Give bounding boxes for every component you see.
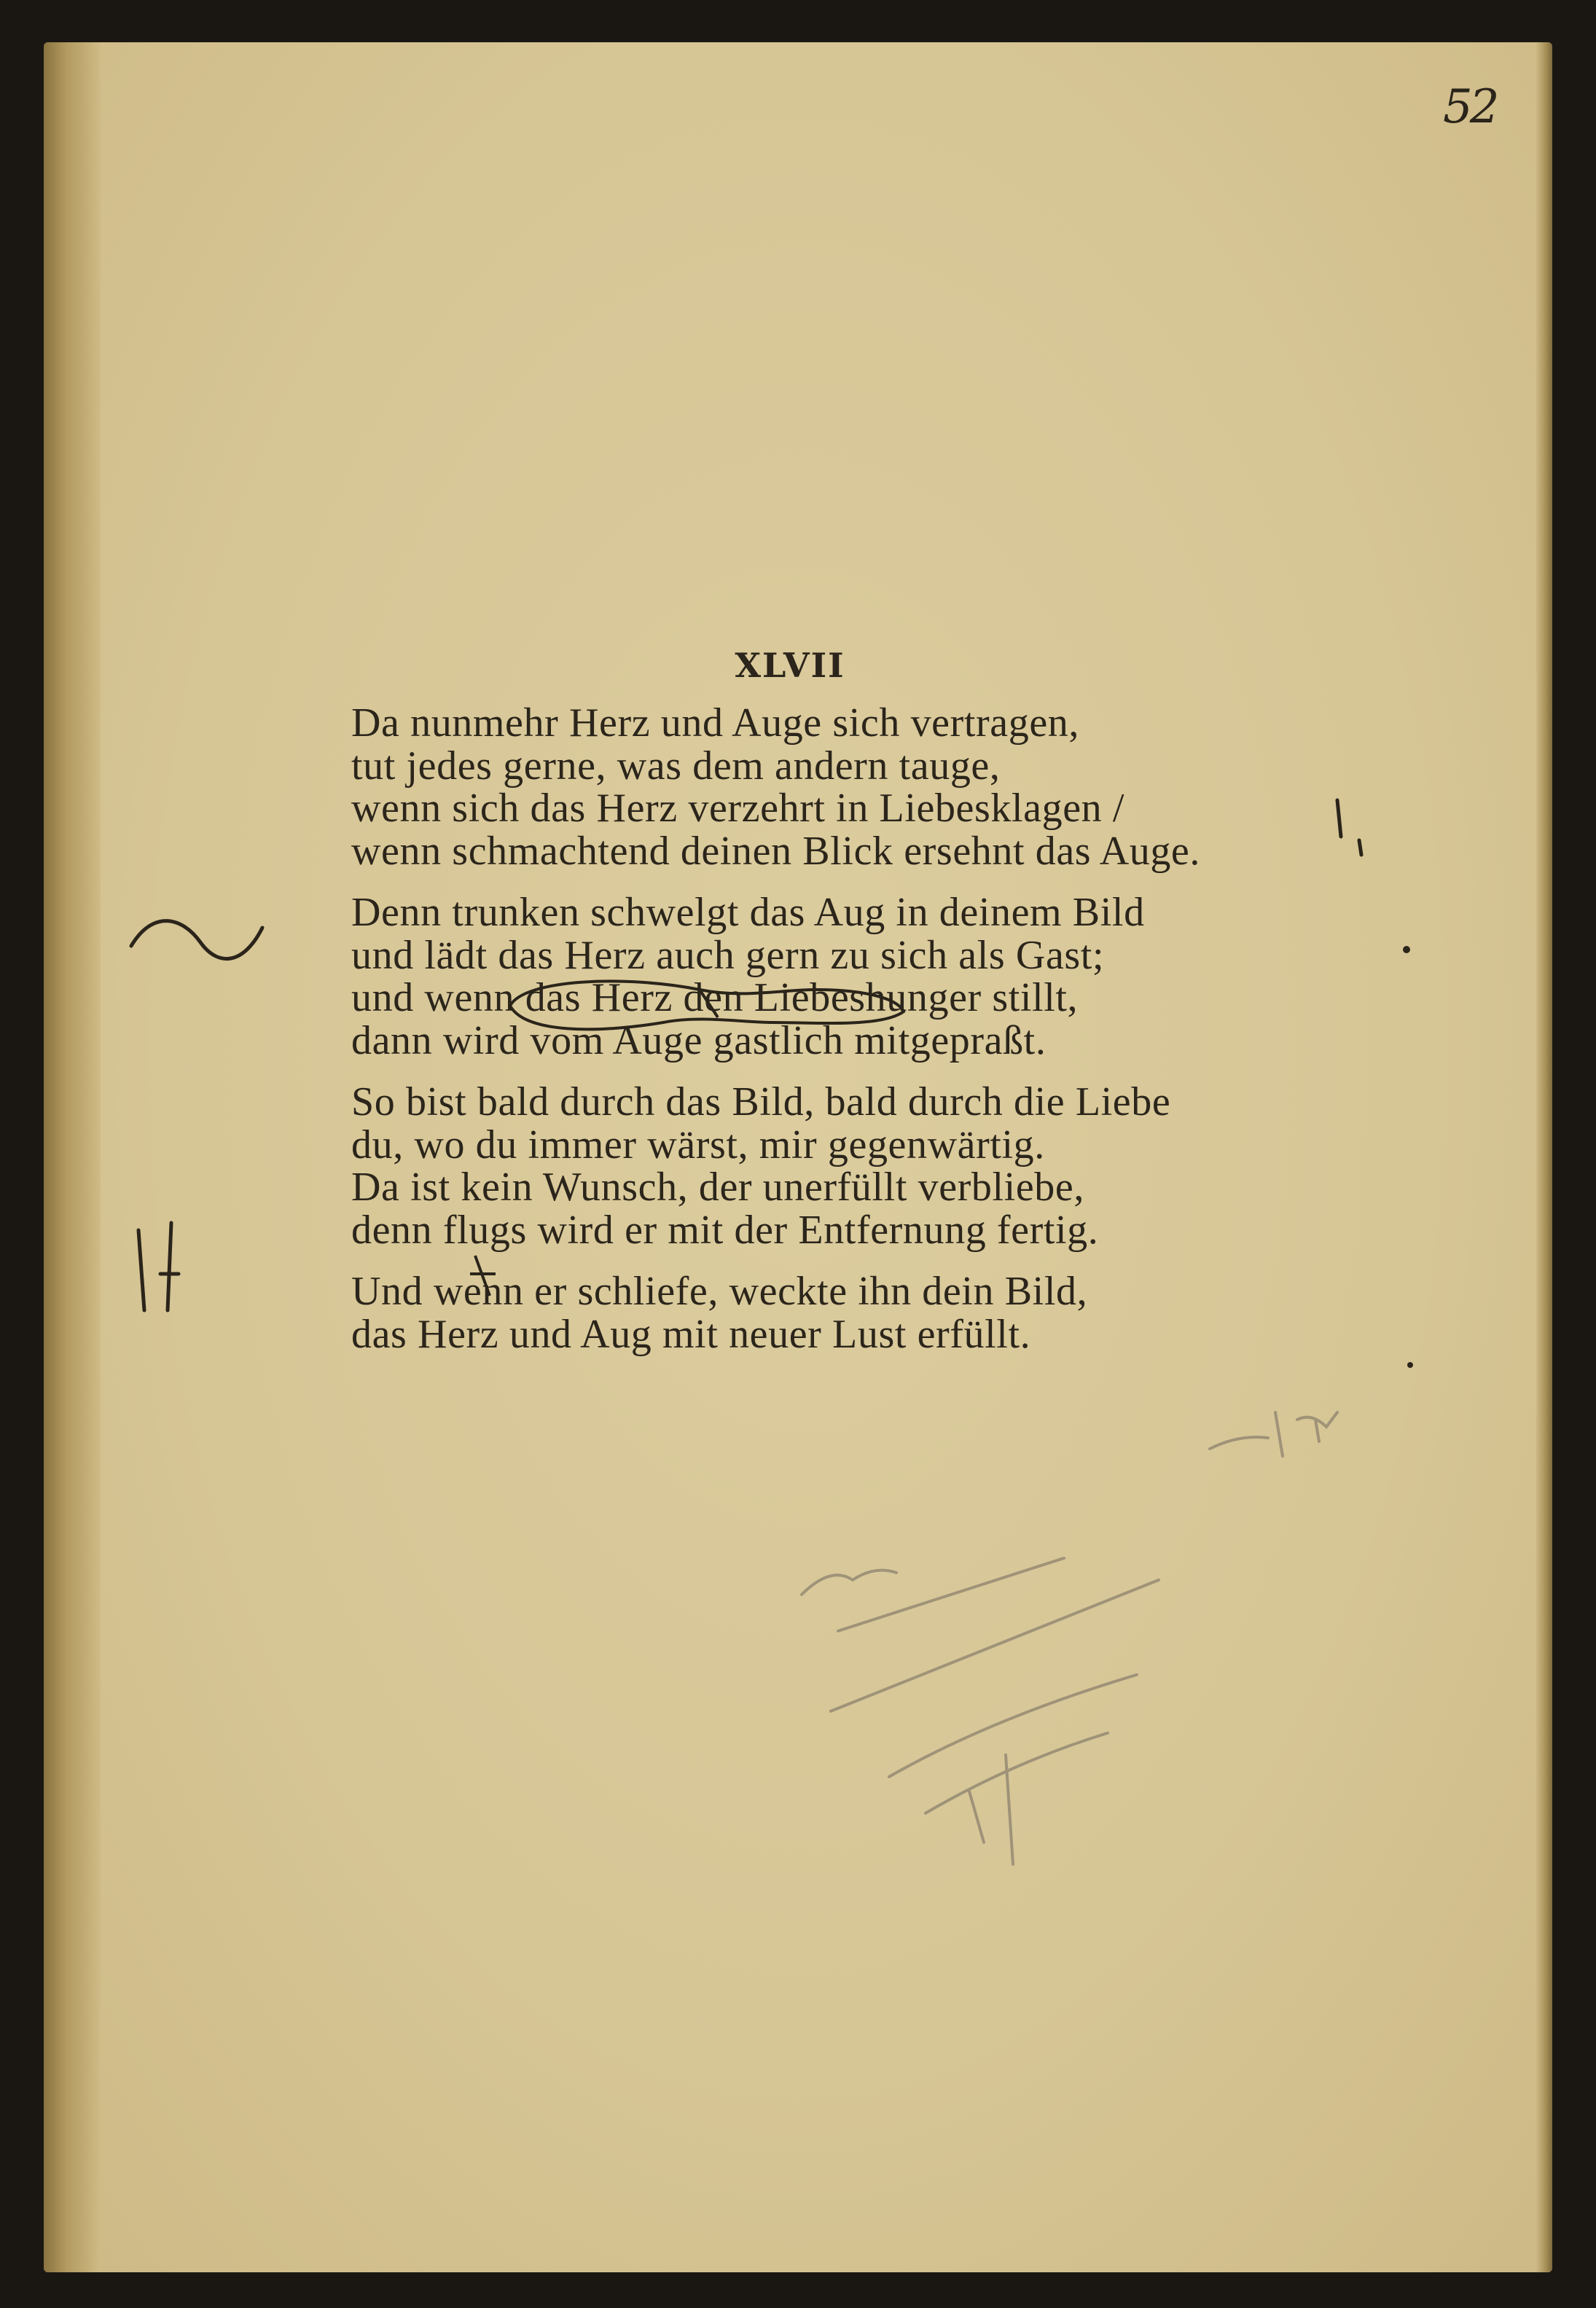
margin-dot: [1407, 1362, 1413, 1368]
poem-line: tut jedes gerne, was dem andern tauge,: [351, 743, 1001, 789]
margin-slash-mark: [1337, 800, 1361, 855]
poem-line: Da ist kein Wunsch, der unerfüllt verbliebe,: [351, 1165, 1084, 1210]
poem-line: denn flugs wird er mit der Entfernung fertig.: [351, 1207, 1099, 1253]
page-number: 52: [1443, 80, 1497, 134]
handwritten-annotations: [44, 42, 1552, 2272]
poem-line: Da nunmehr Herz und Auge sich vertragen,: [351, 700, 1079, 746]
poem-line: wenn schmachtend deinen Blick ersehnt das Auge.: [351, 828, 1200, 874]
poem-line: Und wenn er schliefe, weckte ihn dein Bild,: [351, 1269, 1088, 1314]
margin-double-slash-mark: [138, 1223, 179, 1310]
poem-line: dann wird vom Auge gastlich mitgepraßt.: [351, 1017, 1047, 1063]
book-page: [44, 42, 1552, 2272]
poem-heading: XLVII: [735, 646, 845, 685]
poem-line: und lädt das Herz auch gern zu sich als Gast;: [351, 932, 1105, 978]
margin-tilde-mark: [131, 921, 262, 959]
poem-line: So bist bald durch das Bild, bald durch die Liebe: [351, 1079, 1171, 1124]
poem-line: das Herz und Aug mit neuer Lust erfüllt.: [351, 1311, 1031, 1357]
poem-line: Denn trunken schwelgt das Aug in deinem Bild: [351, 890, 1145, 935]
circled-phrase-divider: [700, 990, 718, 1017]
pencil-scribbles: [802, 1412, 1337, 1864]
strike-mark: [470, 1256, 496, 1296]
margin-dot: [1403, 946, 1410, 953]
poem-line: und wenn das Herz den Liebeshunger stillt,: [351, 975, 1079, 1020]
poem-line: wenn sich das Herz verzehrt in Liebesklagen /: [351, 786, 1125, 831]
circled-phrase-mark: [510, 981, 904, 1029]
poem-line: du, wo du immer wärst, mir gegenwärtig.: [351, 1122, 1045, 1167]
